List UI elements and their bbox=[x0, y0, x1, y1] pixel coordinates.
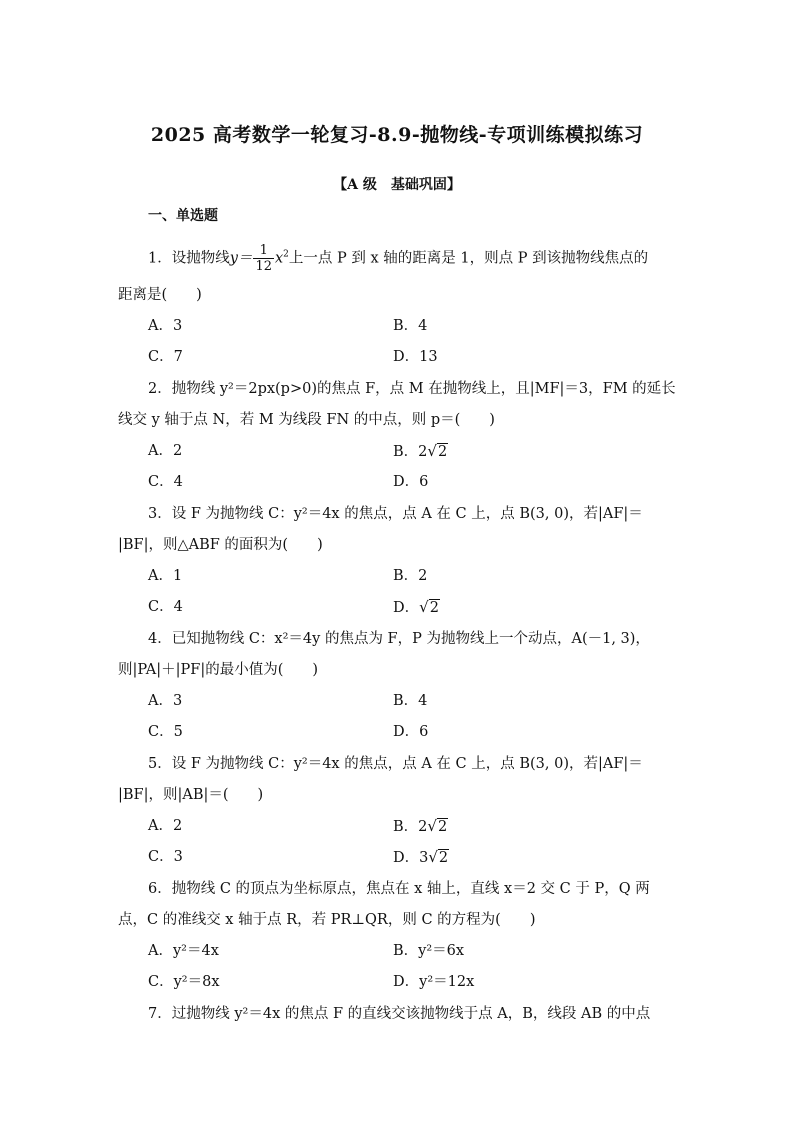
q4-option-d: D．6 bbox=[393, 724, 429, 740]
q6-option-c: C．y²＝8x bbox=[148, 974, 220, 990]
q1-option-d: D．13 bbox=[393, 349, 438, 365]
q1-postfix: 上一点 P 到 x 轴的距离是 1，则点 P 到该抛物线焦点的 bbox=[288, 250, 649, 267]
q1-exponent: 2 bbox=[283, 249, 289, 260]
question-2-line-1: 2．抛物线 y²＝2px(p>0)的焦点 F，点 M 在抛物线上，且|MF|＝3，FM 的延长 bbox=[148, 381, 676, 397]
q5-option-d: D．3√2 bbox=[393, 848, 449, 866]
q5-option-b-coef: B．2 bbox=[393, 819, 428, 835]
q2-option-a: A．2 bbox=[148, 443, 183, 459]
level-heading: 【A 级 基础巩固】 bbox=[333, 177, 461, 193]
question-1-line-1 bbox=[148, 243, 648, 274]
q3-option-c: C．4 bbox=[148, 599, 183, 615]
q6-option-a: A．y²＝4x bbox=[148, 943, 219, 959]
q1-option-b: B．4 bbox=[393, 318, 428, 334]
q3-option-b: B．2 bbox=[393, 568, 428, 584]
q5-option-d-radicand: 2 bbox=[438, 850, 449, 866]
q1-eq-lhs: y＝ bbox=[229, 250, 253, 267]
page-title: 2025 高考数学一轮复习-8.9-抛物线-专项训练模拟练习 bbox=[150, 124, 644, 146]
q1-fraction bbox=[253, 243, 274, 274]
question-7-line-1: 7．过抛物线 y²＝4x 的焦点 F 的直线交该抛物线于点 A，B，线段 AB 的中点 bbox=[148, 1006, 651, 1022]
q5-option-d-coef: D．3 bbox=[393, 850, 429, 866]
question-3-line-1: 3．设 F 为抛物线 C：y²＝4x 的焦点，点 A 在 C 上，点 B(3, 0)，若|AF|＝ bbox=[148, 506, 643, 522]
question-5-line-2: |BF|，则|AB|＝( ) bbox=[118, 787, 264, 803]
q3-option-a: A．1 bbox=[148, 568, 183, 584]
q2-option-d: D．6 bbox=[393, 474, 429, 490]
q2-option-b: B．2√2 bbox=[393, 442, 448, 460]
q5-option-a: A．2 bbox=[148, 818, 183, 834]
question-5-line-1: 5．设 F 为抛物线 C：y²＝4x 的焦点，点 A 在 C 上，点 B(3, 0)，若|AF|＝ bbox=[148, 756, 643, 772]
q1-fraction-denominator: 12 bbox=[255, 259, 272, 274]
q3-option-d-radicand: 2 bbox=[429, 600, 439, 616]
q4-option-b: B．4 bbox=[393, 693, 428, 709]
q6-option-b: B．y²＝6x bbox=[393, 943, 465, 959]
q4-option-a: A．3 bbox=[148, 693, 183, 709]
q4-option-c: C．5 bbox=[148, 724, 183, 740]
question-2-line-2: 线交 y 轴于点 N，若 M 为线段 FN 的中点，则 p＝( ) bbox=[118, 412, 495, 428]
q1-fraction-numerator: 1 bbox=[253, 243, 274, 259]
question-6-line-2: 点，C 的准线交 x 轴于点 R，若 PR⊥QR，则 C 的方程为( ) bbox=[118, 912, 536, 928]
q1-option-a: A．3 bbox=[148, 318, 183, 334]
q1-eq-rhs: x bbox=[274, 250, 284, 267]
q2-option-b-radicand: 2 bbox=[437, 444, 448, 460]
q5-option-b-radicand: 2 bbox=[437, 819, 448, 835]
q6-option-d: D．y²＝12x bbox=[393, 974, 475, 990]
question-3-line-2: |BF|，则△ABF 的面积为( ) bbox=[118, 537, 323, 553]
q3-option-d-label: D． bbox=[393, 600, 420, 616]
q5-option-b: B．2√2 bbox=[393, 817, 448, 835]
section-heading: 一、单选题 bbox=[148, 208, 218, 224]
q5-option-c: C．3 bbox=[148, 849, 183, 865]
question-1-line-2: 距离是( ) bbox=[118, 287, 202, 303]
q2-option-c: C．4 bbox=[148, 474, 183, 490]
question-4-line-1: 4．已知抛物线 C：x²＝4y 的焦点为 F，P 为抛物线上一个动点，A(－1, 3)， bbox=[148, 631, 650, 647]
q1-option-c: C．7 bbox=[148, 349, 183, 365]
q2-option-b-coef: B．2 bbox=[393, 444, 428, 460]
question-6-line-1: 6．抛物线 C 的顶点为坐标原点，焦点在 x 轴上，直线 x＝2 交 C 于 P，Q 两 bbox=[148, 881, 650, 897]
q1-prefix: 1．设抛物线 bbox=[148, 250, 230, 267]
question-4-line-2: 则|PA|＋|PF|的最小值为( ) bbox=[118, 662, 319, 678]
q3-option-d: D．√2 bbox=[393, 598, 439, 616]
